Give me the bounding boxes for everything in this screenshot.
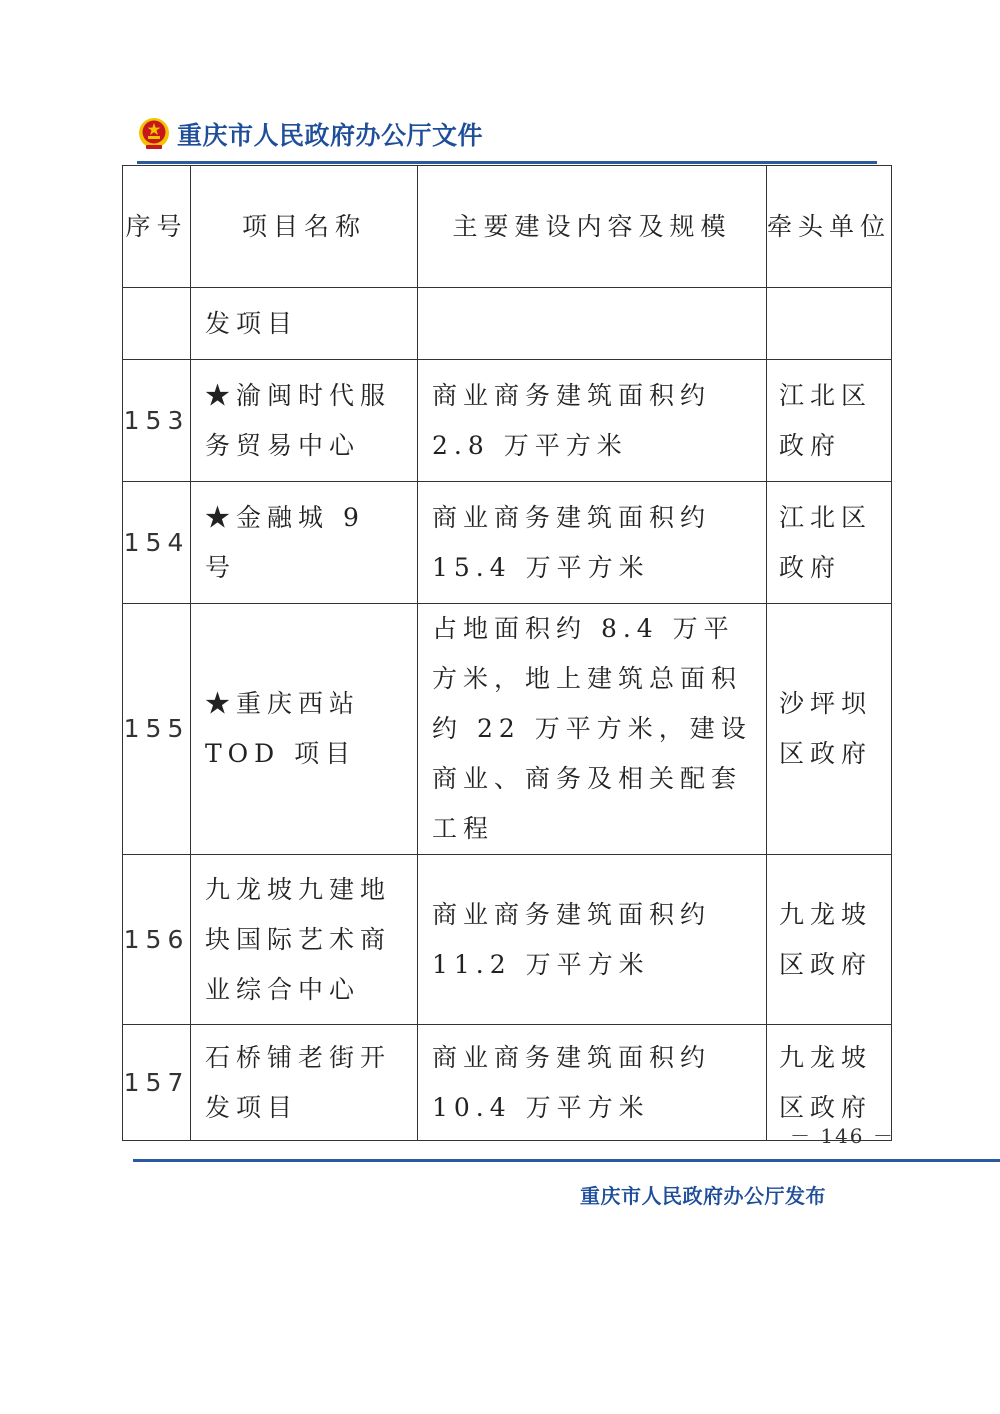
footer-divider bbox=[133, 1159, 1000, 1162]
row-no: 157 bbox=[123, 1025, 191, 1141]
row-content: 占地面积约 8.4 万平方米，地上建筑总面积约 22 万平方米，建设商业、商务及相关配套工程 bbox=[418, 604, 767, 855]
row-name: 石桥铺老街开发项目 bbox=[191, 1025, 418, 1141]
row-content: 商业商务建筑面积约 15.4 万平方米 bbox=[418, 482, 767, 604]
row-content: 商业商务建筑面积约 11.2 万平方米 bbox=[418, 855, 767, 1025]
table-row bbox=[123, 604, 892, 855]
table-header-row bbox=[123, 166, 892, 288]
table-row bbox=[123, 855, 892, 1025]
row-unit: 九龙坡区政府 bbox=[767, 855, 892, 1025]
row-name: ★重庆西站 TOD 项目 bbox=[191, 604, 418, 855]
row-no: 155 bbox=[123, 604, 191, 855]
table-row bbox=[123, 482, 892, 604]
row-name: ★金融城 9 号 bbox=[191, 482, 418, 604]
row-unit: 沙坪坝区政府 bbox=[767, 604, 892, 855]
row-content: 商业商务建筑面积约 10.4 万平方米 bbox=[418, 1025, 767, 1141]
page-number: － 146 － bbox=[790, 1124, 895, 1148]
header-divider bbox=[137, 161, 877, 164]
national-emblem-icon bbox=[137, 117, 171, 151]
row-unit bbox=[767, 288, 892, 360]
document-header-title: 重庆市人民政府办公厅文件 bbox=[177, 121, 484, 150]
header-cell-name: 项目名称 bbox=[191, 166, 418, 288]
project-table bbox=[122, 165, 892, 1141]
table-row bbox=[123, 1025, 892, 1141]
table-row-continuation bbox=[123, 288, 892, 360]
header-cell-content: 主要建设内容及规模 bbox=[418, 166, 767, 288]
document-header bbox=[137, 113, 483, 155]
row-no bbox=[123, 288, 191, 360]
row-no: 154 bbox=[123, 482, 191, 604]
row-name: ★渝闽时代服务贸易中心 bbox=[191, 360, 418, 482]
row-content bbox=[418, 288, 767, 360]
row-unit: 江北区政府 bbox=[767, 360, 892, 482]
row-content: 商业商务建筑面积约 2.8 万平方米 bbox=[418, 360, 767, 482]
row-no: 156 bbox=[123, 855, 191, 1025]
header-cell-no: 序号 bbox=[123, 166, 191, 288]
row-no: 153 bbox=[123, 360, 191, 482]
table-row bbox=[123, 360, 892, 482]
row-unit: 九龙坡区政府 bbox=[767, 1025, 892, 1141]
footer-publisher: 重庆市人民政府办公厅发布 bbox=[580, 1184, 826, 1208]
row-name: 九龙坡九建地块国际艺术商业综合中心 bbox=[191, 855, 418, 1025]
header-cell-unit: 牵头单位 bbox=[767, 166, 892, 288]
row-name: 发项目 bbox=[191, 288, 418, 360]
row-unit: 江北区政府 bbox=[767, 482, 892, 604]
